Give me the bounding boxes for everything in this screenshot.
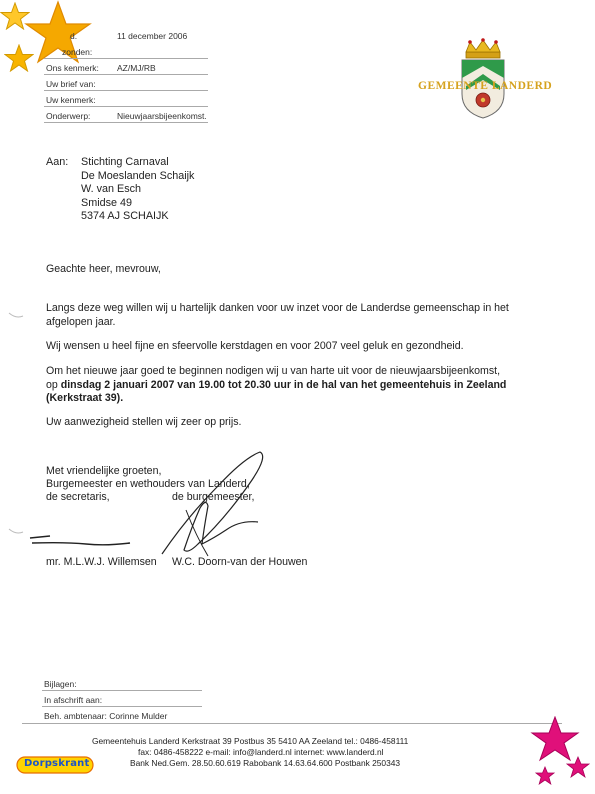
meta-separator-1 xyxy=(44,58,208,59)
mayor-title: de burgemeester, xyxy=(172,491,255,503)
paragraph-3-bold: dinsdag 2 januari 2007 van 19.00 tot 20.30 uur in de hal van het gemeentehuis in Zeeland (Kerkstraat 39). xyxy=(46,378,507,404)
paragraph-1: Langs deze weg willen wij u hartelijk danken voor uw inzet voor de Landerdse gemeenschap in het afgelopen jaar. xyxy=(46,302,509,328)
address-line-2: De Moeslanden Schaijk xyxy=(81,169,195,182)
address-line-5: 5374 AJ SCHAIJK xyxy=(81,210,169,222)
meta-your-ref-label: Uw kenmerk: xyxy=(46,95,96,105)
footer-line-2: fax: 0486-458222 e-mail: info@landerd.nl internet: www.landerd.nl xyxy=(138,747,384,757)
meta-our-ref-label: Ons kenmerk: xyxy=(46,63,99,73)
address-line-4: Smidse 49 xyxy=(81,196,133,209)
footer-separator xyxy=(22,723,562,724)
closing-greeting: Met vriendelijke groeten, xyxy=(46,465,162,477)
attachments-separator-2 xyxy=(42,706,202,707)
secretary-title: de secretaris, xyxy=(46,491,110,503)
secretary-signature xyxy=(26,526,136,559)
mayor-signature xyxy=(148,446,274,571)
meta-your-letter-label: Uw brief van: xyxy=(46,79,96,89)
yellow-star-icon-small-1 xyxy=(0,2,30,30)
salutation: Geachte heer, mevrouw, xyxy=(46,263,161,275)
meta-separator-3 xyxy=(44,90,208,91)
handling-officer: Beh. ambtenaar: Corinne Mulder xyxy=(44,711,168,721)
meta-date-label: d. xyxy=(70,31,78,41)
yellow-star-icon-small-2 xyxy=(4,44,34,72)
municipality-logo xyxy=(414,38,554,124)
margin-mark-2 xyxy=(8,522,24,540)
meta-our-ref-value: AZ/MJ/RB xyxy=(117,63,156,73)
paragraph-4: Uw aanwezigheid stellen wij zeer op prijs. xyxy=(46,416,242,428)
pink-star-icon-small-1 xyxy=(566,756,590,778)
meta-separator-5 xyxy=(44,122,208,123)
margin-mark-1 xyxy=(8,306,24,324)
address-block xyxy=(81,156,194,224)
footer-line-3: Bank Ned.Gem. 28.50.60.619 Rabobank 14.63.64.600 Postbank 250343 xyxy=(130,758,401,768)
pink-star-icon-small-2 xyxy=(535,766,555,786)
watermark-text: Dorpskrant xyxy=(24,758,90,769)
footer-line-1: Gemeentehuis Landerd Kerkstraat 39 Postbus 35 5410 AA Zeeland tel.: 0486-458111 xyxy=(92,736,409,746)
meta-separator-4 xyxy=(44,106,208,107)
secretary-name: mr. M.L.W.J. Willemsen xyxy=(46,556,157,568)
logo-text: GEMEENTE LANDERD xyxy=(418,80,553,92)
paragraph-3 xyxy=(46,365,512,406)
paragraph-2: Wij wensen u heel fijne en sfeervolle kerstdagen en voor 2007 veel geluk en gezondheid. xyxy=(46,340,464,352)
address-line-1: Stichting Carnaval xyxy=(81,156,169,168)
meta-date-value: 11 december 2006 xyxy=(117,31,188,41)
meta-sent-label: zonden: xyxy=(62,47,93,57)
meta-subject-value: Nieuwjaarsbijeenkomst. xyxy=(117,111,207,121)
meta-separator-2 xyxy=(44,74,208,75)
watermark-logo xyxy=(16,754,94,776)
closing-body: Burgemeester en wethouders van Landerd, xyxy=(46,478,250,490)
attachments-label: Bijlagen: xyxy=(44,679,77,689)
meta-subject-label: Onderwerp: xyxy=(46,111,91,121)
paragraph-3-text: Om het nieuwe jaar goed te beginnen nodigen wij u van harte uit voor de nieuwjaarsbijeenkomst, op xyxy=(46,365,501,391)
address-label: Aan: xyxy=(46,156,69,168)
mayor-name: W.C. Doorn-van der Houwen xyxy=(172,556,308,568)
attachments-separator-1 xyxy=(42,690,202,691)
copy-to-label: In afschrift aan: xyxy=(44,695,103,705)
address-line-3: W. van Esch xyxy=(81,183,142,195)
